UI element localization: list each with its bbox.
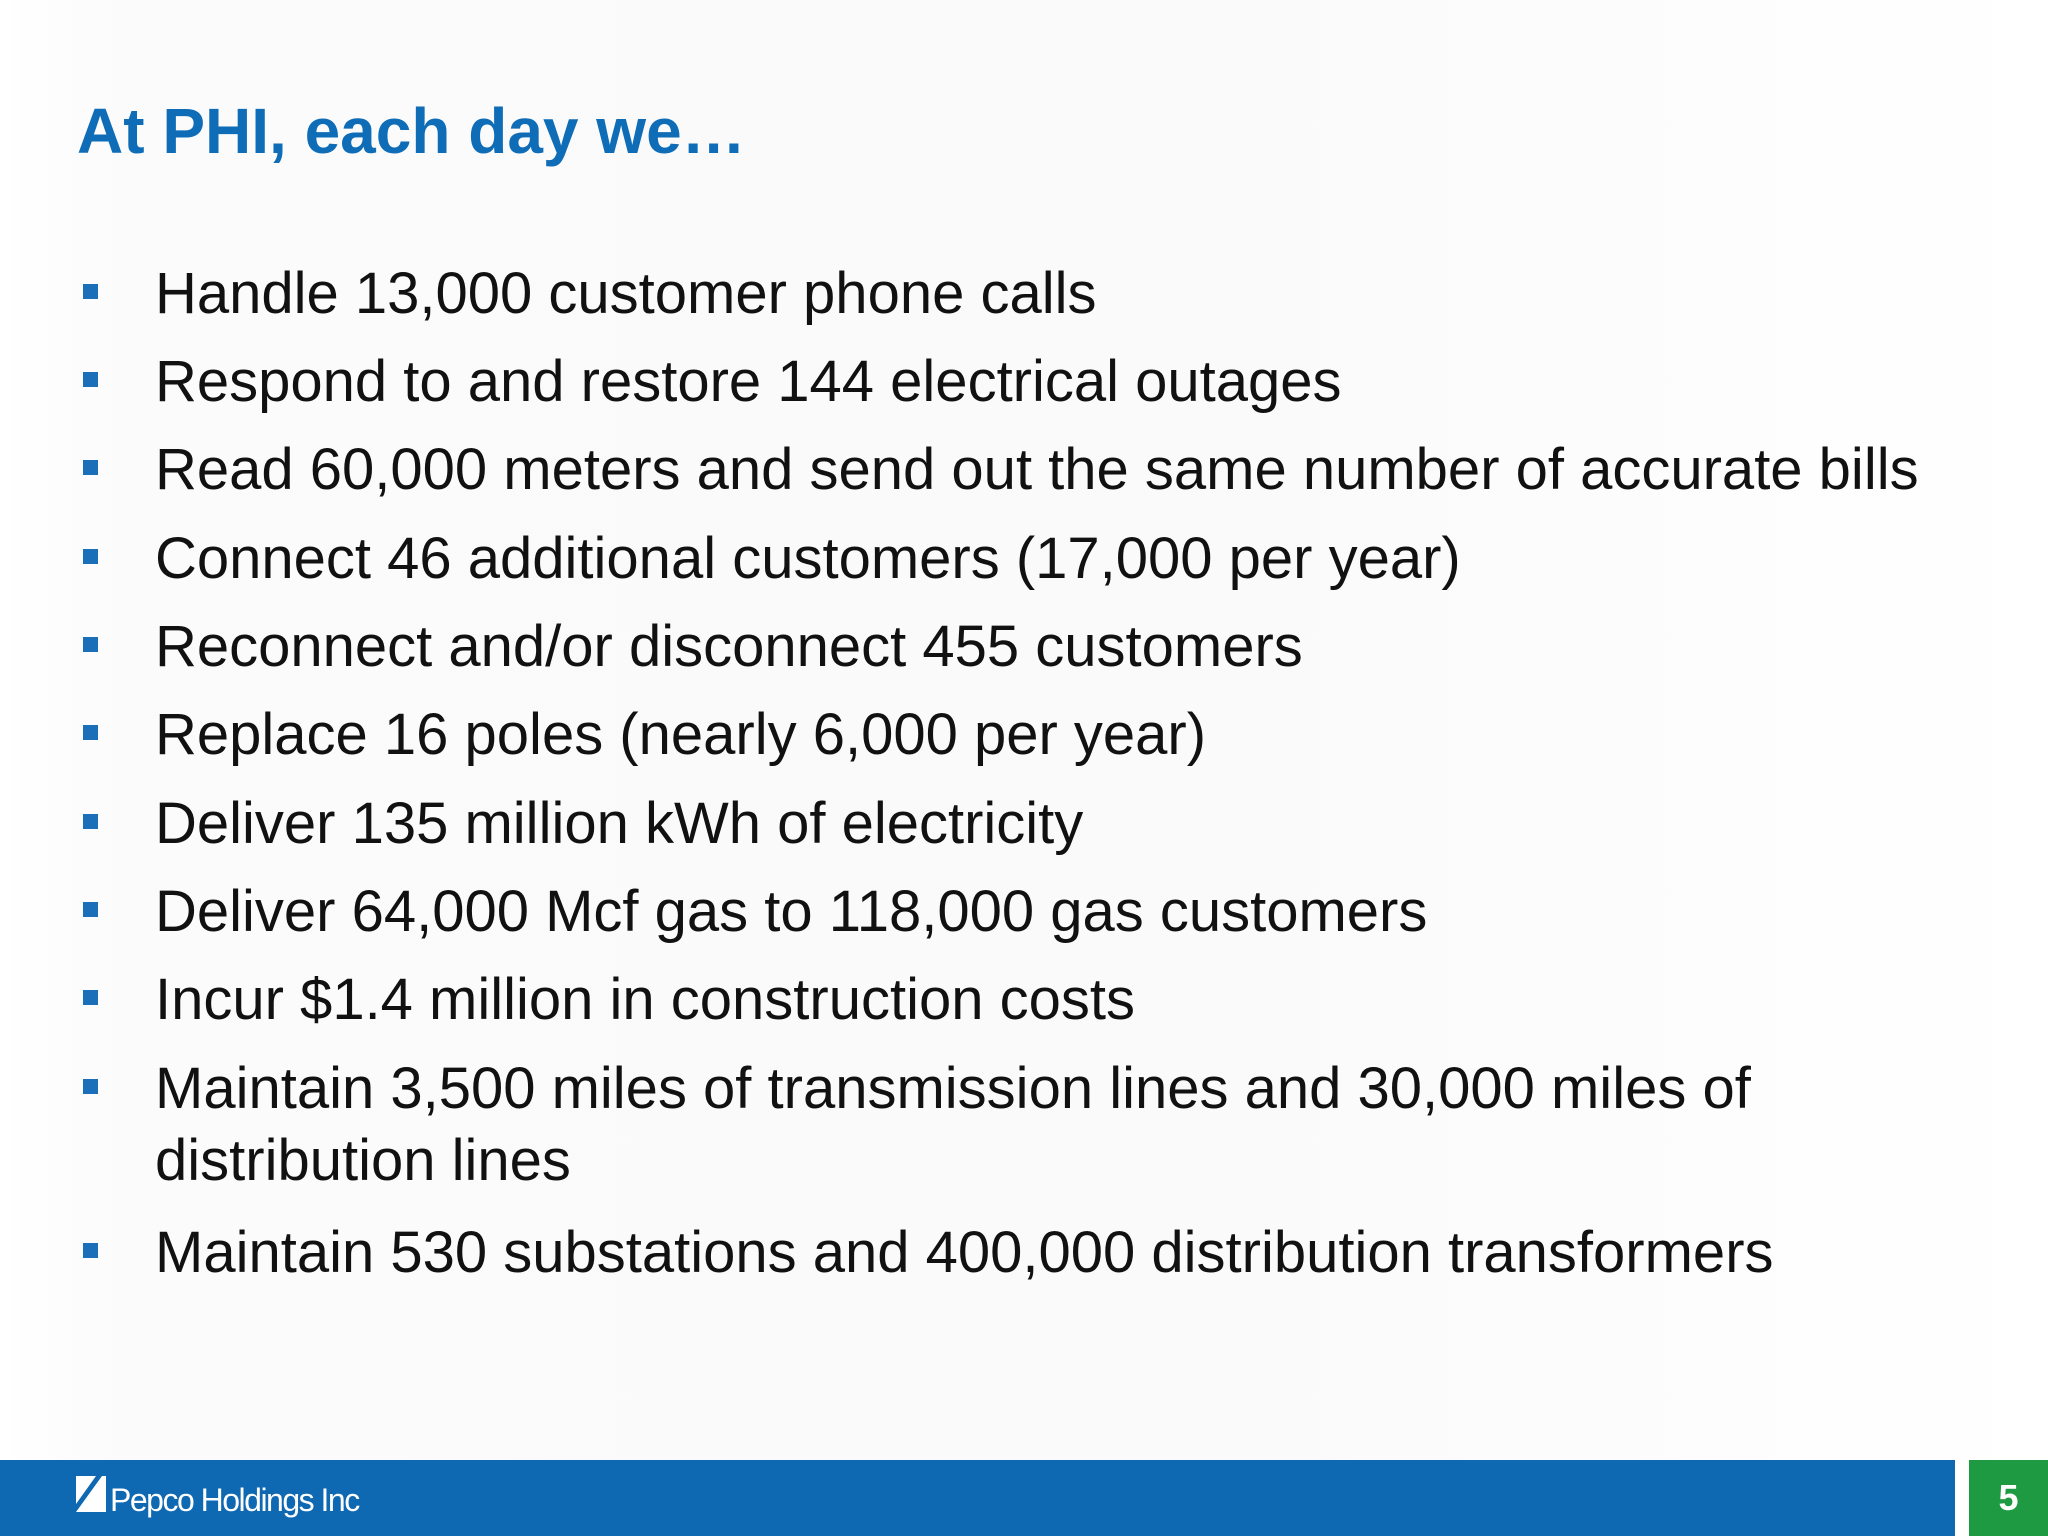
bullet-item xyxy=(155,346,2035,418)
square-bullet-icon xyxy=(83,637,98,652)
bullet-text: Respond to and restore 144 electrical outages xyxy=(155,349,1342,414)
square-bullet-icon xyxy=(83,549,98,564)
bullet-text: Deliver 135 million kWh of electricity xyxy=(155,791,1084,856)
bullet-text: Read 60,000 meters and send out the same number of accurate bills xyxy=(155,437,1919,502)
square-bullet-icon xyxy=(83,460,98,475)
bullet-item xyxy=(155,964,2035,1036)
bullet-item xyxy=(155,699,2035,771)
square-bullet-icon xyxy=(83,725,98,740)
bullet-item xyxy=(155,258,2035,330)
square-bullet-icon xyxy=(83,990,98,1005)
slide-title: At PHI, each day we… xyxy=(77,95,746,167)
square-bullet-icon xyxy=(83,1243,98,1258)
bullet-text: Maintain 3,500 miles of transmission lines and 30,000 miles of distribution lines xyxy=(155,1056,1751,1193)
bullet-item xyxy=(155,788,2035,860)
bullet-item xyxy=(155,611,2035,683)
bullet-item xyxy=(155,1053,1935,1197)
footer-divider xyxy=(1955,1460,1969,1536)
bullet-text: Deliver 64,000 Mcf gas to 118,000 gas customers xyxy=(155,879,1428,944)
page-number: 5 xyxy=(1969,1460,2048,1536)
bullet-item xyxy=(155,876,2035,948)
square-bullet-icon xyxy=(83,1079,98,1094)
bullet-text: Maintain 530 substations and 400,000 distribution transformers xyxy=(155,1220,1774,1285)
square-bullet-icon xyxy=(83,814,98,829)
bullet-text: Replace 16 poles (nearly 6,000 per year) xyxy=(155,702,1207,767)
square-bullet-icon xyxy=(83,284,98,299)
bullet-text: Connect 46 additional customers (17,000 per year) xyxy=(155,526,1461,591)
company-logo-text: Pepco Holdings Inc xyxy=(110,1482,359,1518)
bullet-text: Incur $1.4 million in construction costs xyxy=(155,967,1135,1032)
bullet-item xyxy=(155,1217,2035,1289)
bullet-text: Reconnect and/or disconnect 455 customers xyxy=(155,614,1303,679)
square-bullet-icon xyxy=(83,902,98,917)
bullet-item xyxy=(155,523,2035,595)
square-bullet-icon xyxy=(83,372,98,387)
pepco-logo-icon xyxy=(76,1476,106,1512)
bullet-text: Handle 13,000 customer phone calls xyxy=(155,261,1097,326)
bullet-item xyxy=(155,434,2035,506)
company-logo xyxy=(76,1474,359,1520)
